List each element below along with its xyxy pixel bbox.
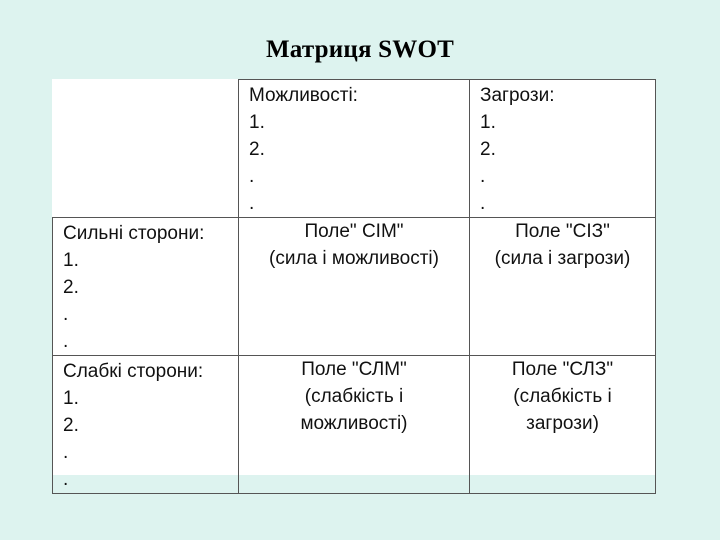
weaknesses-item: 1.	[63, 388, 79, 409]
field-sim-title: Поле" СІМ"	[304, 221, 404, 242]
field-slm-description-line-2: можливості)	[300, 413, 408, 434]
threats-cell	[470, 80, 656, 218]
weaknesses-heading: Слабкі сторони:	[63, 361, 204, 382]
header-row	[53, 80, 656, 218]
field-slm-cell	[239, 356, 470, 494]
strengths-item: .	[63, 331, 69, 352]
field-slz-cell	[470, 356, 656, 494]
strengths-cell	[53, 218, 239, 356]
field-slm-description-line-1: (слабкість і	[304, 386, 404, 407]
corner-cell	[53, 80, 239, 218]
field-slz-description-line-2: загрози)	[526, 413, 599, 434]
opportunities-heading: Можливості:	[249, 85, 358, 106]
strengths-item: 2.	[63, 277, 79, 298]
threats-item: 1.	[480, 112, 496, 133]
field-slz-title: Поле "СЛЗ"	[511, 359, 614, 380]
weaknesses-item: 2.	[63, 415, 79, 436]
opportunities-cell	[239, 80, 470, 218]
weaknesses-item: .	[63, 469, 69, 490]
weaknesses-item: .	[63, 442, 69, 463]
field-sim-description: (сила і можливості)	[269, 248, 439, 269]
strengths-item: 1.	[63, 250, 79, 271]
threats-item: .	[480, 166, 486, 187]
threats-heading: Загрози:	[480, 85, 555, 106]
opportunities-item: 2.	[249, 139, 265, 160]
weaknesses-cell	[53, 356, 239, 494]
swot-table	[52, 79, 656, 494]
slide-title: Матриця SWOT	[266, 36, 454, 63]
weaknesses-row	[53, 356, 656, 494]
field-slm-title: Поле "СЛМ"	[301, 359, 407, 380]
threats-item: 2.	[480, 139, 496, 160]
field-sim-cell	[239, 218, 470, 356]
threats-item: .	[480, 193, 486, 214]
field-slz-description-line-1: (слабкість і	[513, 386, 612, 407]
strengths-item: .	[63, 304, 69, 325]
field-siz-cell	[470, 218, 656, 356]
opportunities-item: 1.	[249, 112, 265, 133]
swot-matrix	[52, 79, 655, 490]
strengths-heading: Сильні сторони:	[63, 223, 205, 244]
opportunities-item: .	[249, 193, 255, 214]
opportunities-item: .	[249, 166, 255, 187]
strengths-row	[53, 218, 656, 356]
field-siz-title: Поле "СІЗ"	[515, 221, 610, 242]
field-siz-description: (сила і загрози)	[494, 248, 631, 269]
